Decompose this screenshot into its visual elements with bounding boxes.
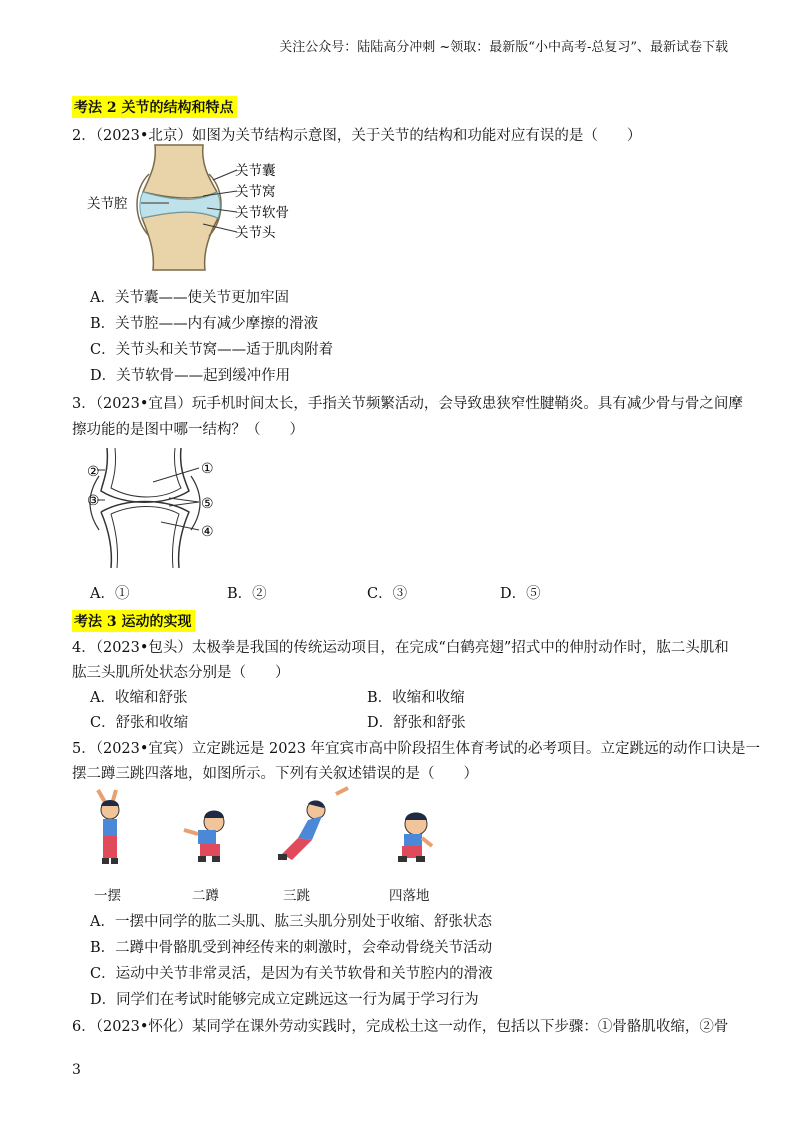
question-2-stem: 2．（2023•北京）如图为关节结构示意图，关于关节的结构和功能对应有误的是（ ） <box>72 128 642 144</box>
q3-option-c: C．③ <box>367 586 408 602</box>
q3-option-d: D．⑤ <box>500 586 541 602</box>
figure-crouch <box>184 811 224 863</box>
caption-landing: 四落地 <box>389 888 430 904</box>
caption-swing: 一摆 <box>94 888 121 904</box>
q5-option-c: C．运动中关节非常灵活，是因为有关节软骨和关节腔内的滑液 <box>90 966 493 982</box>
question-5-line2: 摆二蹲三跳四落地，如图所示。下列有关叙述错误的是（ ） <box>72 766 478 782</box>
question-6-line1: 6．（2023•怀化）某同学在课外劳动实践时，完成松土这一动作，包括以下步骤：①骨骼肌收缩，②骨 <box>72 1019 729 1035</box>
label-articular-cartilage: 关节软骨 <box>235 205 289 221</box>
question-4-line1: 4．（2023•包头）太极拳是我国的传统运动项目，在完成“白鹤亮翅”招式中的伸肘动作时，肱二头肌和 <box>72 640 729 656</box>
section-heading-2: 考法 2 关节的结构和特点 <box>72 96 237 118</box>
label-joint-capsule: 关节囊 <box>235 163 276 179</box>
marker-4: ④ <box>201 524 214 540</box>
q3-option-b: B．② <box>227 586 267 602</box>
marker-3: ③ <box>87 493 100 509</box>
question-5-line1: 5．（2023•宜宾）立定跳远是 2023 年宜宾市高中阶段招生体育考试的必考项目。立定跳远的动作口诀是一 <box>72 741 761 757</box>
standing-long-jump-figures <box>86 786 466 876</box>
question-3-line2: 擦功能的是图中哪一结构？（ ） <box>72 422 304 438</box>
caption-crouch: 二蹲 <box>192 888 219 904</box>
q2-option-b: B．关节腔——内有减少摩擦的滑液 <box>90 316 319 332</box>
figure-landing <box>398 813 432 863</box>
q4-option-a: A．收缩和舒张 <box>90 690 188 706</box>
page-number: 3 <box>72 1062 81 1078</box>
q5-option-a: A．一摆中同学的肱二头肌、肱三头肌分别处于收缩、舒张状态 <box>90 914 492 930</box>
question-3-line1: 3．（2023•宜昌）玩手机时间太长，手指关节频繁活动，会导致患狭窄性腱鞘炎。具有减少骨与骨之间摩 <box>72 396 743 412</box>
q3-option-a: A．① <box>90 586 130 602</box>
figure-swing <box>98 790 119 864</box>
page-header: 关注公众号：陆陆高分冲刺 ~领取：最新版“小中高考-总复习”、最新试卷下载 <box>279 40 728 55</box>
joint-structure-diagram <box>85 140 305 275</box>
marker-1: ① <box>201 461 214 477</box>
q2-option-a: A．关节囊——使关节更加牢固 <box>90 290 289 306</box>
joint-marker-diagram <box>85 446 235 571</box>
q2-option-c: C．关节头和关节窝——适于肌肉附着 <box>90 342 334 358</box>
q2-option-d: D．关节软骨——起到缓冲作用 <box>90 368 291 384</box>
marker-5: ⑤ <box>201 496 214 512</box>
label-joint-socket: 关节窝 <box>235 184 276 200</box>
q5-option-d: D．同学们在考试时能够完成立定跳远这一行为属于学习行为 <box>90 992 479 1008</box>
q4-option-c: C．舒张和收缩 <box>90 715 189 731</box>
question-4-line2: 肱三头肌所处状态分别是（ ） <box>72 665 290 681</box>
label-joint-head: 关节头 <box>235 225 276 241</box>
figure-jump <box>278 788 348 860</box>
q4-option-b: B．收缩和收缩 <box>367 690 465 706</box>
caption-jump: 三跳 <box>283 888 310 904</box>
section-heading-3: 考法 3 运动的实现 <box>72 610 195 632</box>
label-joint-cavity: 关节腔 <box>87 196 128 212</box>
q4-option-d: D．舒张和舒张 <box>367 715 466 731</box>
marker-2: ② <box>87 464 100 480</box>
q5-option-b: B．二蹲中骨骼肌受到神经传来的刺激时，会牵动骨绕关节活动 <box>90 940 493 956</box>
